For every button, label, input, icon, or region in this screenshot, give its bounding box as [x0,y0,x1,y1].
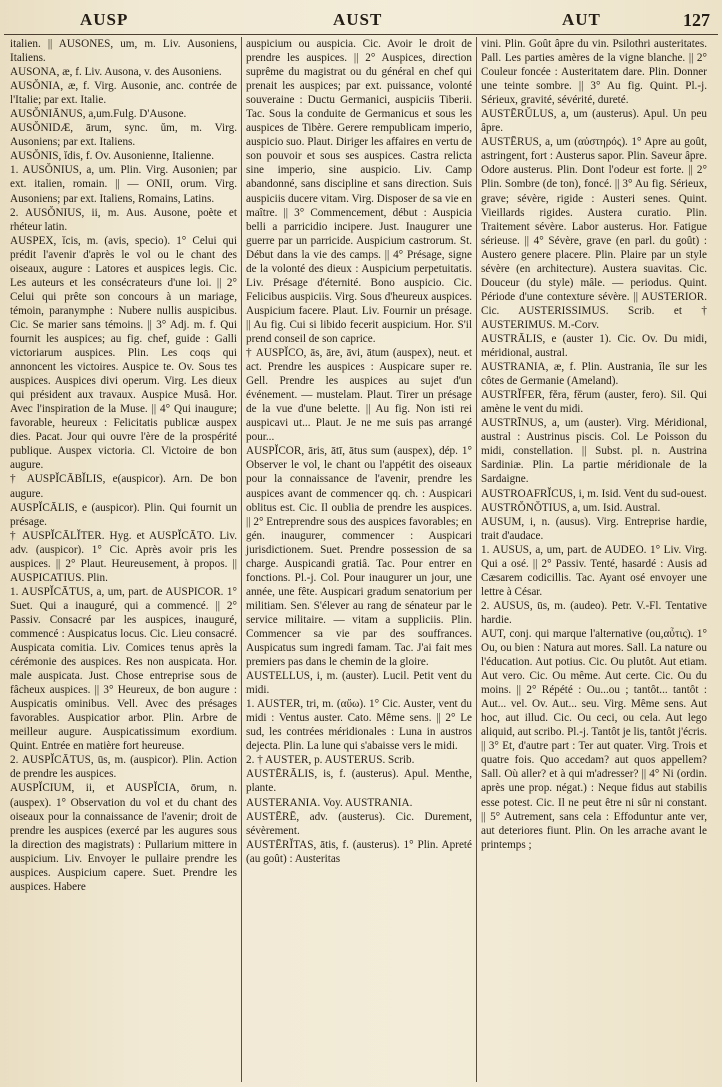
columns [6,37,718,1082]
header-rule [4,34,718,35]
entry: AUSTRĪNUS, a, um (auster). Virg. Méridional, austral : Austrinus piscis. Col. Le Poisson du midi, constellation. || Subst. pl. n. Austrina Sardiniæ. Plin. La partie méridionale de la Sardaigne. [481,417,707,486]
entry: 1. AUSPĬCĀTUS, a, um, part. de AUSPICOR. 1° Suet. Qui a inauguré, qui a commencé. || 2° Passiv. Consacré par les auspices, inauguré, commencé : Auspicatus locus. Cic. Lieu consacré. Auspicata comitia. Liv. Comices tenus après la cérémonie des auspices. Res non auspicata. Hor. male auspicata. Just. Chose entreprise sous de fâcheux auspices. || 3° Heureux, de bon augure : Auspicatis ominibus. Vell. Avec des présages favorables. Auspicatior arbor. Plin. Arbre de meilleur augure. Auspicatissimum exordium. Quint. Entrée en matière fort heureuse. [10,585,237,753]
entry: auspicium ou auspicia. Cic. Avoir le droit de prendre les auspices. || 2° Auspices, direction suprême du magistrat ou du général en chef qui prenait les auspices; par ext. puissance, volonté souveraine : Ductu Germanici, auspiciis Tiberii. Tac. Sous la conduite de Germanicus et sous les auspices de Tibère. Gerere rempublicam imperio, auspicio suo. Plaut. Diriger les affaires en vertu de son pouvoir et sous ses auspices. Castra relicta sine imperio, sine auspicio. Liv. Camp abandonné, sans discipline et sans direction. Suis auspiciis ducere vitam. Virg. Disposer de sa vie en maître. || 3° Commencement, début : Auspicia belli a parricidio incipere. Just. Inaugurer une guerre par un parricide. Auspicium castrorum. St. Début dans la vie des camps. || 4° Présage, signe de la volonté des dieux : Auspicium perpetuitatis. Liv. Présage d'éternité. Bono auspicio. Cic. Felicibus auspiciis. Virg. Sous d'heureux auspices. Auspicium facere. Plaut. Liv. Fournir un présage. || Au fig. Cui si libido fecerit auspicium. Hor. S'il prend conseil de son caprice. [246,38,472,345]
entry: vini. Plin. Goût âpre du vin. Psilothri austeritates. Pall. Les parties amères de la vigne blanche. || 2° Couleur foncée : Austeritatem dare. Plin. Donner une teinte sombre. || 3° Au fig. Quint. Pl.-j. Sérieux, gravité, sévérité, dureté. [481,38,707,107]
entry: AUSONA, æ, f. Liv. Ausona, v. des Ausoniens. [10,66,222,79]
entry: AUSUM, i, n. (ausus). Virg. Entreprise hardie, trait d'audace. [481,515,707,542]
entry: AUSŎNIA, æ, f. Virg. Ausonie, anc. contrée de l'Italie; par ext. Italie. [10,80,237,107]
guide-word-right: AUT [562,10,601,29]
entry: 1. AUSŎNIUS, a, um. Plin. Virg. Ausonien; par ext. italien, romain. || — ONII, orum. Virg. Ausoniens; par ext. Italiens, Romains, Latins. [10,164,237,205]
entry: AUSTĒRŬLUS, a, um (austerus). Apul. Un peu âpre. [481,108,707,135]
entry: AUSTRĬFER, fĕra, fĕrum (auster, fero). Sil. Qui amène le vent du midi. [481,389,707,416]
entry: AUSPĬCIUM, ii, et AUSPĬCIA, ōrum, n. (auspex). 1° Observation du vol et du chant des oiseaux pour la connaissance de l'avenir; droit de prendre les auspices (exercé par les augures sous la direction des magistrats) : Pullarium mittere in auspicium. Liv. Envoyer le pullaire prendre les auspices. Auspicium capere. Suet. Prendre les auspices. Habere [10,782,237,893]
entry: AUSPEX, ĭcis, m. (avis, specio). 1° Celui qui prédit l'avenir d'après le vol ou le chant des oiseaux, augure : Latores et auspices legis. Cic. Les auteurs et les consécrateurs d'une loi. || 2° Celui qui prête son concours à un mariage, témoin, paranymphe : Nubere nullis auspicibus. Cic. Se marier sans témoins. || 3° Adj. m. f. Qui fournit les auspices; au fig. chef, guide : Galli victoriarum auspices. Plin. Les coqs qui annoncent les victoires. Auspice te. Ov. Sous tes auspices. Auspices divi operum. Virg. Les dieux qui président aux travaux. Auspice Musâ. Hor. Avec l'inspiration de la Muse. || 4° Qui inaugure; favorable, heureux : Felicitatis publicæ auspex dies. Pacat. Jour qui ouvre l'ère de la prospérité publique. Auspex victoria. Cl. Victoire de bon augure. [10,234,237,472]
entry: AUSTROAFRĬCUS, i, m. Isid. Vent du sud-ouest. [481,487,707,500]
entry: 1. AUSUS, a, um, part. de AUDEO. 1° Liv. Virg. Qui a osé. || 2° Passiv. Tenté, hasardé : Ausis ad Cæsarem codicillis. Tac. Ayant osé envoyer une lettre à César. [481,543,707,598]
entry: italien. || AUSONES, um, m. Liv. Ausoniens, Italiens. [10,38,237,65]
entry: 2. † AUSTER, p. AUSTERUS. Scrib. [246,754,415,767]
page-number: 127 [683,10,710,30]
entry: AUSTRŎNŎTIUS, a, um. Isid. Austral. [481,501,661,514]
entry: 2. AUSŎNIUS, ii, m. Aus. Ausone, poète et rhéteur latin. [10,206,237,233]
entry: AUT, conj. qui marque l'alternative (ou,αὖτις). 1° Ou, ou bien : Natura aut mores. Sall. La nature ou l'éducation. Aut potius. Cic. Ou plutôt. Aut etiam. Aut vero. Cic. Ou même. Aut certe. Cic. Ou du moins. || 2° Répété : Ou...ou ; tantôt... tantôt : Aut... vel. Ov. Aut... seu. Virg. Même sens. Aut hoc, aut illud. Cic. Ou ceci, ou cela. Aut lego aliquid, aut scribo. Pl.-j. Tantôt je lis, tantôt j'écris. || 3° Et, d'autre part : Ter aut quater. Virg. Trois et quatre fois. Quo accedam? aut quos appellem? Sall. Où aller? et à qui m'adresser? || 4° Ni (ordin. après une prop. négat.) : Neque fidus aut stabilis esse potest. Cic. Il ne peut être ni sûr ni constant. || 5° Autrement, sans cela : Effoduntur ante ver, aut deteriores fiunt. Plin. On les arrache avant le printemps ; [481,627,707,851]
entry: 2. AUSPĬCĀTUS, ūs, m. (auspicor). Plin. Action de prendre les auspices. [10,754,237,781]
entry: AUSŎNIS, ĭdis, f. Ov. Ausonienne, Italienne. [10,150,215,163]
entry: AUSTELLUS, i, m. (auster). Lucil. Petit vent du midi. [246,670,472,697]
entry: AUSŎNIDÆ, ārum, sync. ŭm, m. Virg. Ausoniens; par ext. Italiens. [10,122,237,149]
entry: AUSTRANIA, æ, f. Plin. Austrania, île sur les côtes de Germanie (Ameland). [481,361,707,388]
entry: AUSPĬCĀLIS, e (auspicor). Plin. Qui fournit un présage. [10,501,237,528]
guide-word-center: AUST [333,10,383,29]
entry: AUSTĒRĀLIS, is, f. (austerus). Apul. Menthe, plante. [246,768,472,795]
entry: † AUSPĬCĀLĬTER. Hyg. et AUSPĬCĀTO. Liv. adv. (auspicor). 1° Cic. Après avoir pris les auspices. || 2° Plaut. Heureusement, à propos. || AUSPICATIUS. Plin. [10,529,237,584]
column-1 [6,37,241,1082]
guide-word-left: AUSP [80,10,129,29]
column-3 [476,37,711,1082]
running-header [0,8,722,34]
column-2 [241,37,476,1082]
entry: AUSTRĀLIS, e (auster 1). Cic. Ov. Du midi, méridional, austral. [481,332,707,360]
entry: AUSTĒRĒ, adv. (austerus). Cic. Durement, sévèrement. [246,810,472,837]
entry: AUSTERANIA. Voy. AUSTRANIA. [246,796,413,809]
entry: † AUSPĬCO, ās, āre, āvi, ātum (auspex), neut. et act. Prendre les auspices : Auspicare super re. Gell. Prendre les auspices au sujet d'un événement. — mustelam. Plaut. Tirer un présage de la vue d'une belette. || Au fig. Non isti rei auspicavi ut... Plaut. Je ne me suis pas arrangé pour... [246,347,472,444]
entry: AUSPĬCOR, āris, ātī, ātus sum (auspex), dép. 1° Observer le vol, le chant ou l'appétit des oiseaux pour la connaissance de l'avenir, prendre les auspices avant de commencer qq. ch. : Auspicari oblitus est. Cic. Il oublia de prendre les auspices. || 2° Entreprendre sous des auspices favorables; en gén. inaugurer, commencer : Auspicari jurisdictionem. Suet. Prendre possession de sa charge. Auspicandi gratiâ. Tac. Pour entrer en fonctions. Pl.-j. Col. Pour inaugurer un jour, une année, une fête. Auspicari gradum senatorium per militiam. Sen. S'élever au rang de sénateur par le service militaire. — vitam a suppliciis. Plin. Commencer sa vie par des souffrances. Auspicatus sum ingredi famam. Tac. J'ai fait mes premiers pas dans le chemin de la gloire. [246,445,472,669]
entry: AUSTĒRĬTAS, ātis, f. (austerus). 1° Plin. Apreté (au goût) : Austeritas [246,838,472,865]
entry: AUSŎNIĀNUS, a,um.Fulg. D'Ausone. [10,108,187,121]
entry: † AUSPĬCĀBĬLIS, e(auspicor). Arn. De bon augure. [10,473,237,500]
entry: AUSTĒRUS, a, um (αὐστηρός). 1° Apre au goût, astringent, fort : Austerus sapor. Plin. Saveur âpre. Odore austerus. Plin. Dont l'odeur est forte. || 2° Plin. Sombre (de ton), foncé. || 3° Au fig. Sérieux, grave; sévère, rigide : Austeri senes. Quint. Vieillards rigides. Austera curatio. Plin. Traitement sévère. Labor austerus. Hor. Fatigue sérieuse. || 4° Sévère, grave (en parl. du goût) : Austero genere placere. Plin. Plaire par un style sévère (en architecture). Austera suavitas. Cic. Douceur (du style) mâle. — periodus. Quint. Période d'une contexture sévère. || AUSTERIOR. Cic. AUSTERISSIMUS. Scrib. et † AUSTERIMUS. M.-Corv. [481,136,707,331]
entry: 2. AUSUS, ūs, m. (audeo). Petr. V.-Fl. Tentative hardie. [481,599,707,626]
entry: 1. AUSTER, tri, m. (αὔω). 1° Cic. Auster, vent du midi : Ventus auster. Cato. Même sens. || 2° Le sud, les contrées méridionales : Luna in austros dejecta. Plin. La lune qui s'abaisse vers le midi. [246,698,472,753]
